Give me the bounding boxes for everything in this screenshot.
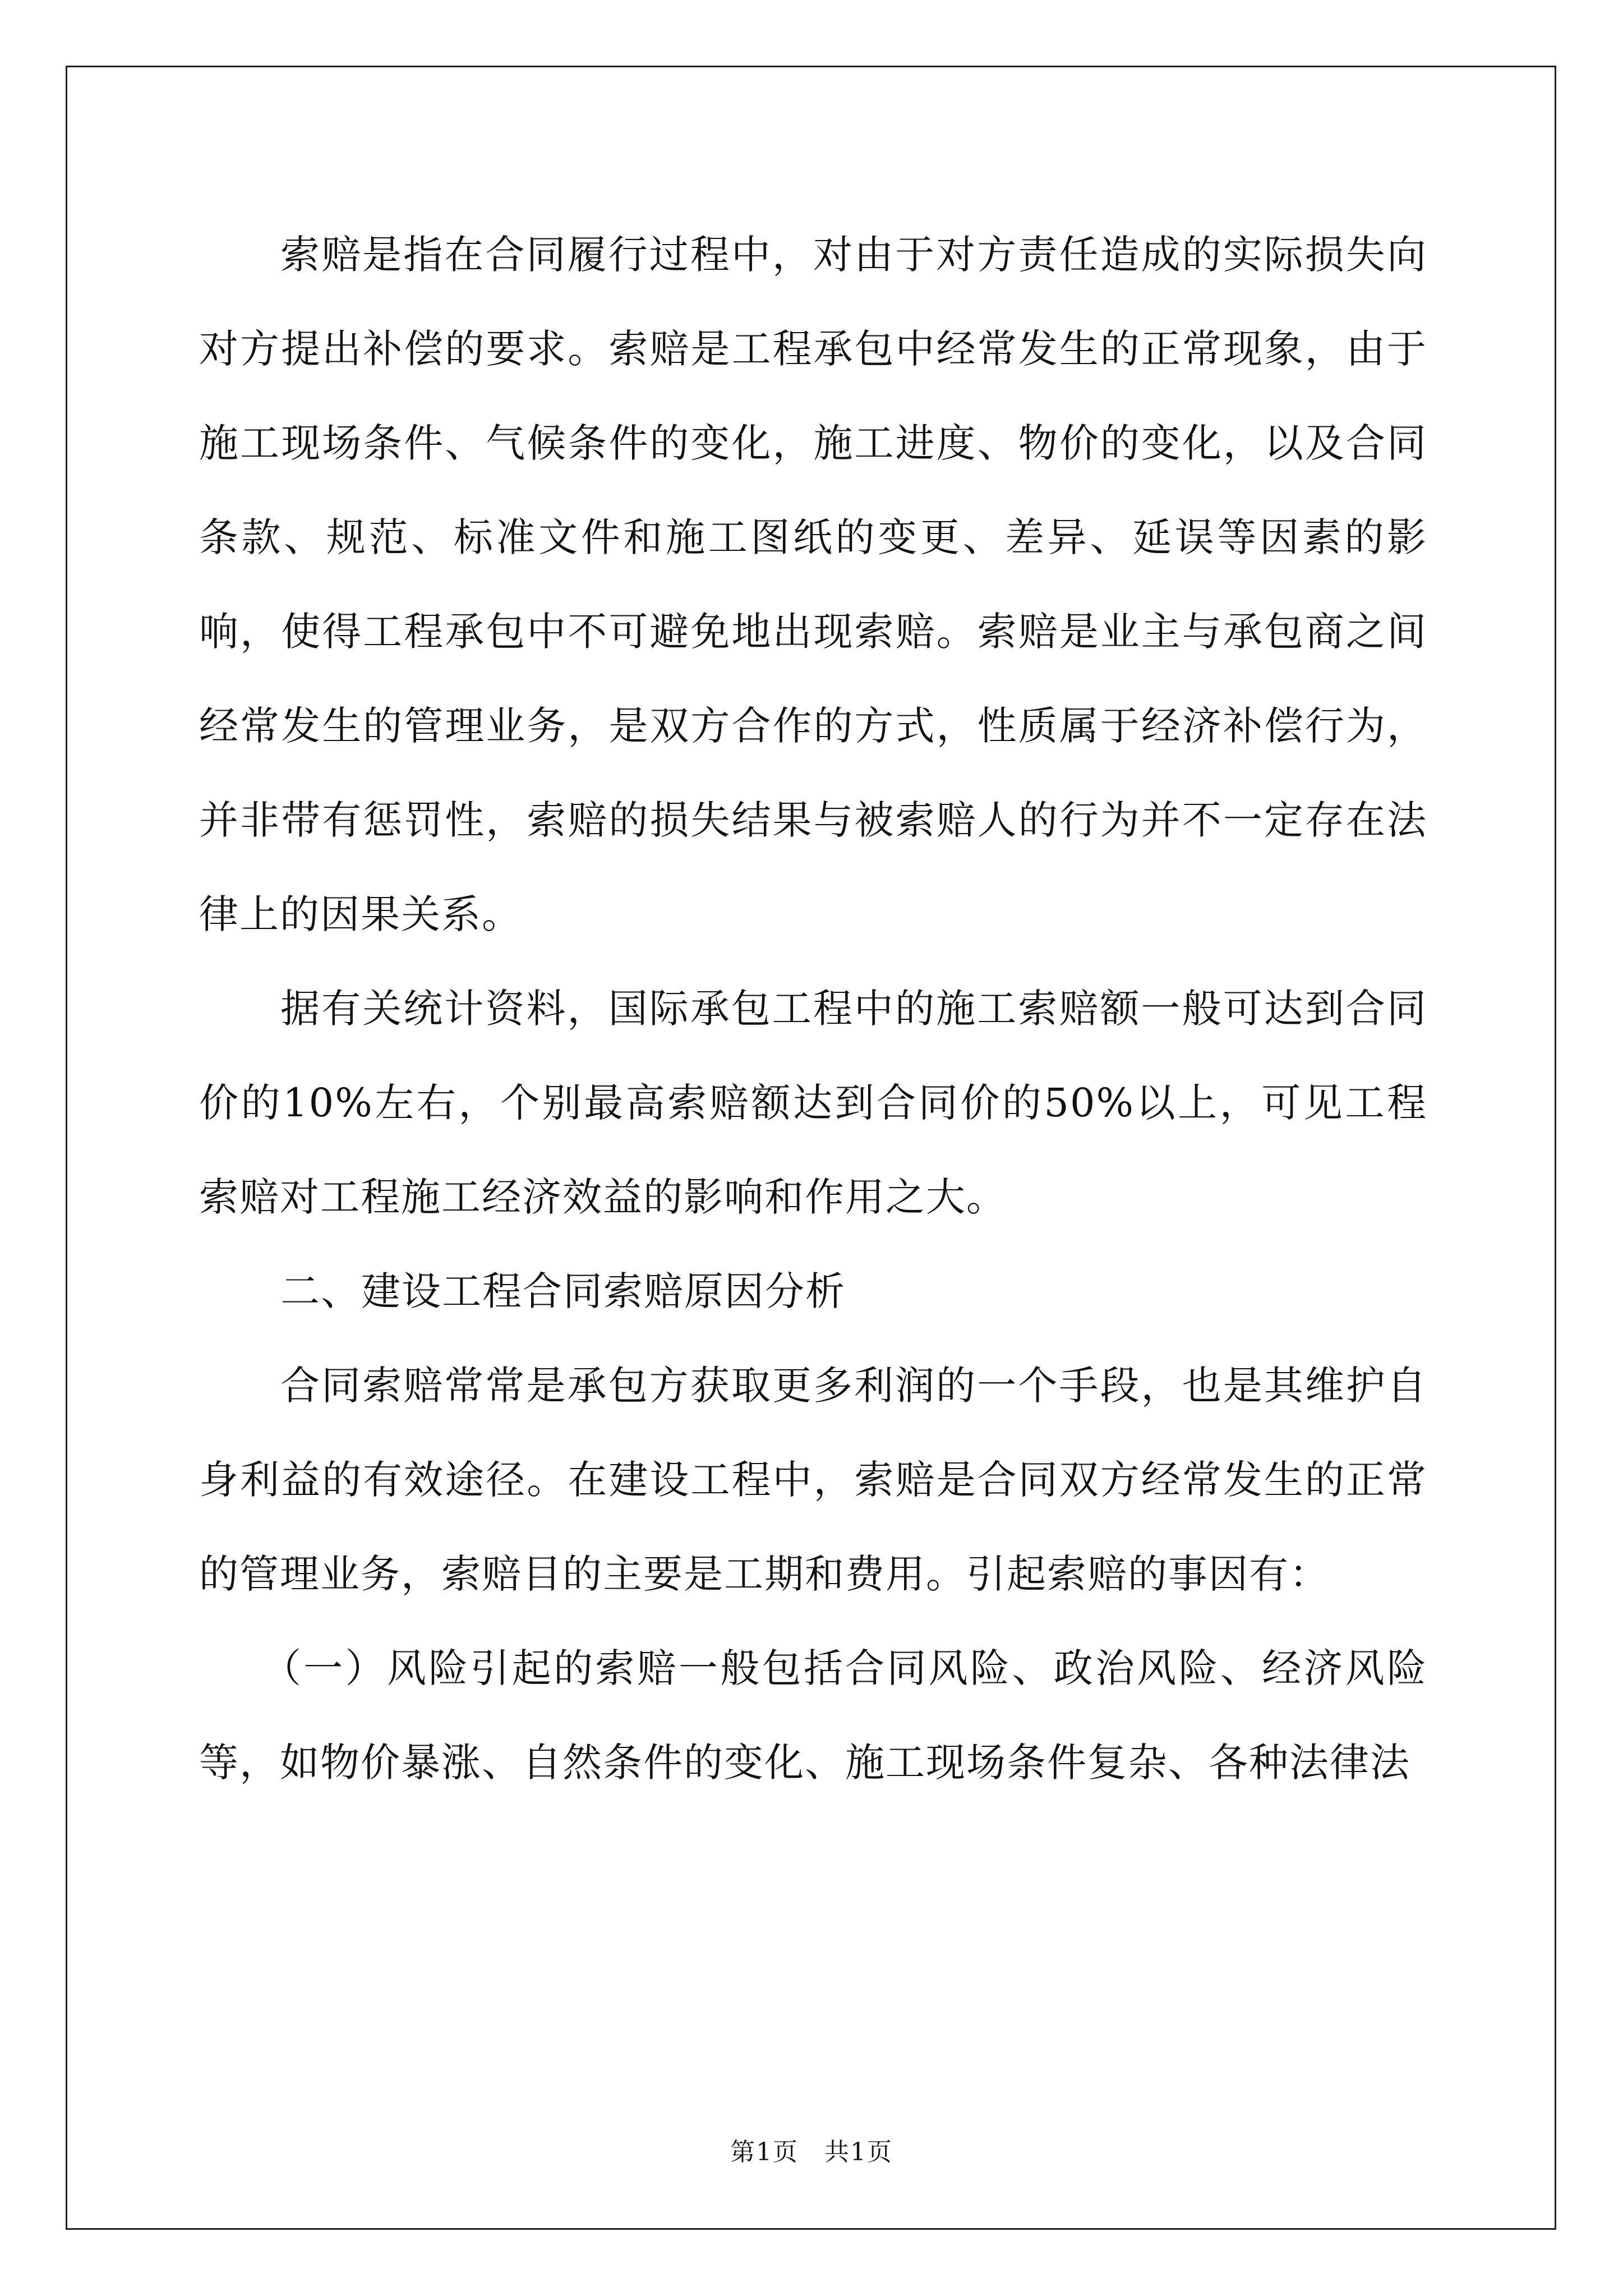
page-footer: 第1页 共1页	[730, 2138, 893, 2166]
paragraph-claim-statistics: 据有关统计资料，国际承包工程中的施工索赔额一般可达到合同价的10%左右，个别最高索赔额达到合同价的50%以上，可见工程索赔对工程施工经济效益的影响和作用之大。	[199, 986, 1427, 1220]
paragraph-claim-definition: 索赔是指在合同履行过程中，对由于对方责任造成的实际损失向对方提出补偿的要求。索赔是工程承包中经常发生的正常现象，由于施工现场条件、气候条件的变化，施工进度、物价的变化，以及合同条款、规范、标准文件和施工图纸的变更、差异、延误等因素的影响，使得工程承包中不可避免地出现索赔。索赔是业主与承包商之间经常发生的管理业务，是双方合作的方式，性质属于经济补偿行为，并非带有惩罚性，索赔的损失结果与被索赔人的行为并不一定存在法律上的因果关系。	[199, 232, 1427, 937]
document-body	[199, 208, 1427, 1810]
paragraph-claim-causes: 合同索赔常常是承包方获取更多利润的一个手段，也是其维护自身利益的有效途径。在建设工程中，索赔是合同双方经常发生的正常的管理业务，索赔目的主要是工期和费用。引起索赔的事因有：	[199, 1363, 1427, 1597]
paragraph-risk-claims: （一）风险引起的索赔一般包括合同风险、政治风险、经济风险等，如物价暴涨、自然条件的变化、施工现场条件复杂、各种法律法	[199, 1645, 1427, 1786]
section-heading: 二、建设工程合同索赔原因分析	[280, 1268, 846, 1314]
